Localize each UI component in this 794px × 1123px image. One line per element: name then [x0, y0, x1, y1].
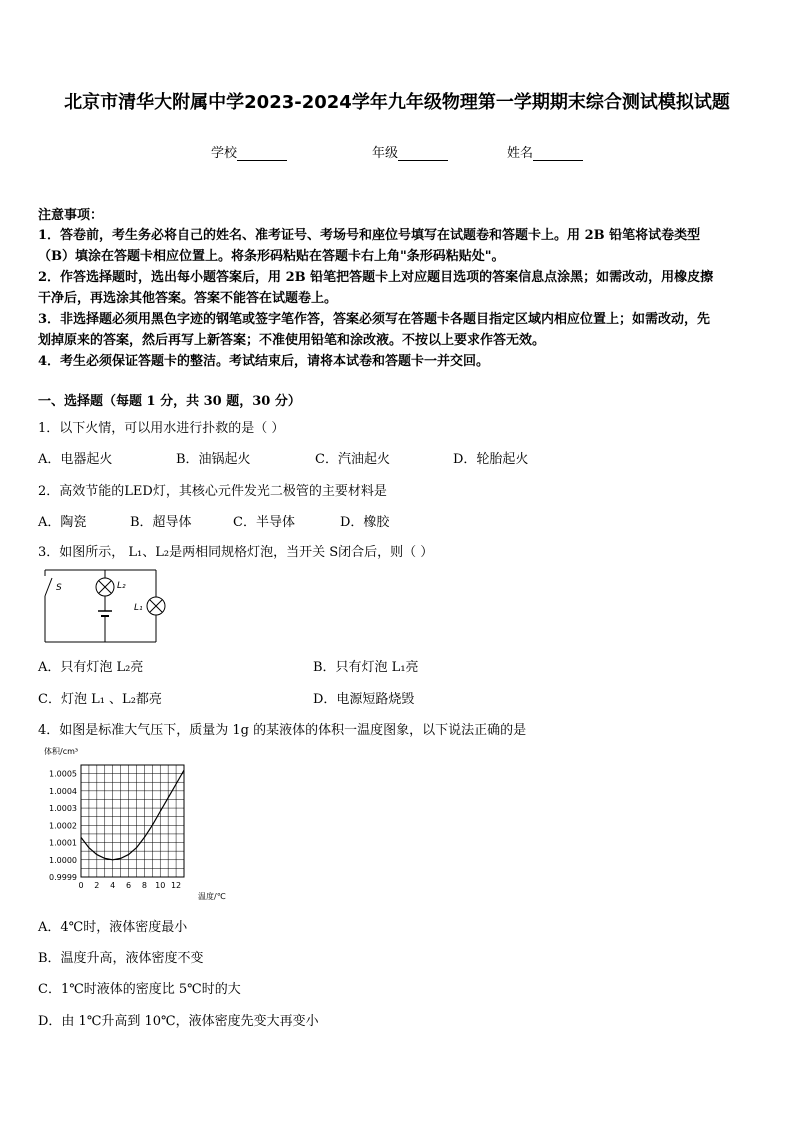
- section-heading: 一、选择题（每题 1 分，共 30 题，30 分）: [38, 394, 301, 409]
- q2-option-a[interactable]: A．陶瓷: [38, 515, 87, 530]
- question-2-stem: 2．高效节能的LED灯，其核心元件发光二极管的主要材料是: [38, 484, 387, 499]
- chart-xtick-label: 2: [94, 881, 100, 890]
- switch-blade: [45, 578, 52, 596]
- chart-ytick-label: 1.0005: [49, 769, 77, 779]
- chart-frame: [81, 765, 184, 877]
- question-3-stem: 3．如图所示， L₁、L₂是两相同规格灯泡，当开关 S闭合后，则（ ）: [38, 545, 434, 560]
- chart-xtick-label: 6: [125, 881, 132, 890]
- notice-line: 2．作答选择题时，选出每小题答案后，用 2B 铅笔把答题卡上对应题目选项的答案信息点涂黑；如需改动，用橡皮擦: [38, 270, 714, 285]
- school-label: 学校: [211, 146, 238, 161]
- question-4-stem: 4．如图是标准大气压下，质量为 1g 的某液体的体积一温度图象，以下说法正确的是: [38, 723, 527, 738]
- q2-option-b[interactable]: B．超导体: [130, 515, 192, 530]
- chart-xlabel: 温度/℃: [198, 892, 226, 901]
- chart-ylabel: 体积/cm³: [44, 747, 79, 756]
- grade-field[interactable]: [372, 142, 448, 161]
- grade-blank[interactable]: [398, 148, 448, 161]
- notice-heading: 注意事项：: [38, 208, 104, 223]
- q3-option-d[interactable]: D．电源短路烧毁: [313, 692, 415, 707]
- notice-line: 划掉原来的答案，然后再写上新答案；不准使用铅笔和涂改液。不按以上要求作答无效。: [38, 333, 546, 348]
- q3-option-b[interactable]: B．只有灯泡 L₁亮: [313, 660, 419, 675]
- q1-option-d[interactable]: D．轮胎起火: [453, 452, 529, 467]
- chart-xtick-label: 0: [78, 881, 84, 890]
- notice-line: 3．非选择题必须用黑色字迹的钢笔或签字笔作答，答案必须写在答题卡各题目指定区域内相应位置上；如需改动，先: [38, 312, 711, 327]
- name-label: 姓名: [507, 146, 534, 161]
- q2-option-c[interactable]: C．半导体: [233, 515, 295, 530]
- chart-xtick-label: 10: [155, 881, 166, 890]
- chart-ytick-label: 1.0001: [49, 838, 77, 848]
- name-blank[interactable]: [533, 148, 583, 161]
- notice-line: 干净后，再选涂其他答案。答案不能答在试题卷上。: [38, 291, 338, 306]
- q1-option-b[interactable]: B．油锅起火: [176, 452, 251, 467]
- l1-label: L₁: [134, 603, 143, 613]
- q4-option-b[interactable]: B．温度升高，液体密度不变: [38, 951, 204, 966]
- q3-option-a[interactable]: A．只有灯泡 L₂亮: [38, 660, 144, 675]
- switch-label: S: [56, 583, 62, 593]
- page-title: 北京市清华大附属中学2023-2024学年九年级物理第一学期期末综合测试模拟试题: [64, 92, 730, 113]
- chart-xtick-label: 4: [110, 881, 116, 890]
- chart-xtick-label: 8: [141, 881, 147, 890]
- school-field[interactable]: [211, 142, 287, 161]
- chart-ytick-label: 1.0002: [49, 821, 77, 831]
- chart-ytick-label: 0.9999: [49, 873, 77, 882]
- chart-ytick-label: 1.0004: [49, 786, 77, 796]
- q2-option-d[interactable]: D．橡胶: [340, 515, 390, 530]
- notice-line: 1．答卷前，考生务必将自己的姓名、准考证号、考场号和座位号填写在试题卷和答题卡上。用 2B 铅笔将试卷类型: [38, 228, 701, 243]
- q4-option-c[interactable]: C．1℃时液体的密度比 5℃时的大: [38, 982, 241, 997]
- chart-ytick-label: 1.0000: [49, 855, 77, 865]
- school-blank[interactable]: [237, 148, 287, 161]
- notice-line: 4．考生必须保证答题卡的整洁。考试结束后，请将本试卷和答题卡一并交回。: [38, 354, 490, 369]
- q4-option-d[interactable]: D．由 1℃升高到 10℃，液体密度先变大再变小: [38, 1014, 319, 1029]
- chart-ytick-label: 1.0003: [49, 804, 77, 814]
- q3-option-c[interactable]: C．灯泡 L₁ 、L₂都亮: [38, 692, 162, 707]
- chart-xtick-label: 12: [170, 881, 182, 890]
- circuit-diagram: [38, 566, 170, 646]
- question-1-stem: 1．以下火情，可以用水进行扑救的是（ ）: [38, 421, 285, 436]
- name-field[interactable]: [507, 142, 583, 161]
- notice-line: （B）填涂在答题卡相应位置上。将条形码粘贴在答题卡右上角"条形码粘贴处"。: [38, 249, 505, 264]
- volume-temperature-chart: [38, 743, 238, 903]
- chart-series-line: [81, 770, 184, 860]
- q4-option-a[interactable]: A．4℃时，液体密度最小: [38, 920, 188, 935]
- q1-option-a[interactable]: A．电器起火: [38, 452, 113, 467]
- q1-option-c[interactable]: C．汽油起火: [315, 452, 390, 467]
- l2-label: L₂: [117, 581, 126, 591]
- grade-label: 年级: [372, 146, 399, 161]
